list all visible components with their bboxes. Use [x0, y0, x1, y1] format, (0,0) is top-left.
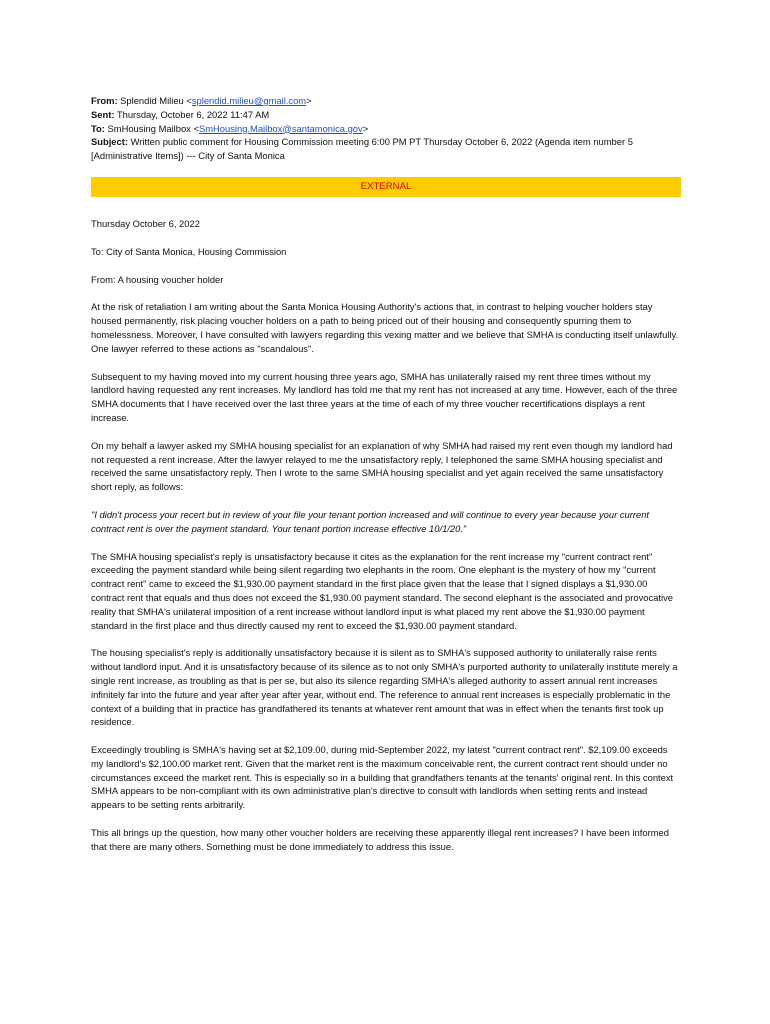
- letter-from-line: From: A housing voucher holder: [91, 273, 224, 285]
- email-document: [91, 94, 681, 868]
- external-banner: [91, 177, 681, 197]
- to-line: [91, 122, 681, 136]
- subject-value: Written public comment for Housing Commission meeting 6:00 PM PT Thursday October 6, 2022 (Agenda item number 5 [Administrative Items]) --- City of Santa Monica: [91, 136, 633, 162]
- to-close: >: [362, 122, 369, 134]
- from-close: >: [306, 95, 312, 106]
- subject-line: [91, 135, 681, 163]
- subject-label: Subject:: [91, 136, 128, 148]
- sent-value: Thursday, October 6, 2022 11:47 AM: [116, 108, 270, 120]
- paragraph-2: Subsequent to my having moved into my current housing three years ago, SMHA has unilaterally raised my rent three times without my landlord having requested any rent increases. My landlord has told me that my rent has not increased at any time. However, each of the three SMHA documents that I have received over the last three years at the time of each of my three voucher recertifications displays a rent increase.: [91, 370, 678, 423]
- sent-line: [91, 108, 681, 122]
- paragraph-7: This all brings up the question, how many other voucher holders are receiving these apparently illegal rent increases? I have been informed that there are many others. Something must be done immediately to address this issue.: [91, 827, 669, 852]
- to-label: To:: [91, 122, 105, 134]
- paragraph-3: On my behalf a lawyer asked my SMHA housing specialist for an explanation of why SMHA had raised my rent even though my landlord had not requested a rent increase. After the lawyer relayed to me the unsatisfactory reply, I telephoned the same SMHA housing specialist and received the same unsatisfactory reply. Then I wrote to the same SMHA housing specialist and yet again received the same unsatisfactory short reply, as follows:: [91, 439, 673, 493]
- from-name: Splendid Milieu <: [120, 95, 192, 106]
- from-label: From:: [91, 95, 118, 106]
- to-email-link[interactable]: SmHousing.Mailbox@santamonica.gov: [198, 122, 363, 134]
- from-email-link[interactable]: splendid.milieu@gmail.com: [191, 95, 307, 106]
- paragraph-5: The housing specialist's reply is additionally unsatisfactory because it is silent as to SMHA's supposed authority to unilaterally raise rents without landlord input. And it is unsatisfactory because of its silence as to not only SMHA's purported authority to unilaterally institute merely a single rent increase, as troubling as that is per se, but also its silence regarding SMHA's alleged authority to assert annual rent increases infinitely far into the future and year after year after year, without end. The reference to annual rent increases is especially problematic in the context of a building that in practice has grandfathered its tenants at whatever rent amount that was in effect when the tenants first took up residence.: [91, 647, 678, 728]
- paragraph-1: At the risk of retaliation I am writing about the Santa Monica Housing Authority's actions that, in contrast to helping voucher holders stay housed permanently, risk placing voucher holders on a path to being priced out of their housing and consequently spurring them to homelessness. Moreover, I have consulted with lawyers regarding this vexing matter and we believe that SMHA is conducting itself unlawfully. One lawyer referred to these actions as "scandalous".: [91, 301, 679, 354]
- letter-body: [91, 300, 681, 853]
- from-line: [91, 94, 681, 108]
- to-name: SmHousing Mailbox <: [107, 122, 199, 134]
- email-header: [91, 94, 681, 163]
- sent-label: Sent:: [91, 108, 115, 120]
- paragraph-4: The SMHA housing specialist's reply is unsatisfactory because it cites as the explanation for the rent increase my "current contract rent" exceeding the payment standard while being silent regarding two elephants in the room. One elephant is the mystery of how my "current contract rent" came to exceed the $1,930.00 payment standard in the first place given that the lease that I signed displays a $1,930.00 contract rent that equals and thus does not exceed the $1,930.00 payment standard. The second elephant is the associated and provocative reality that SMHA's unilateral imposition of a rent increase without landlord input is what placed my rent above the $1,930.00 payment standard in the first place and thus directly caused my rent to exceed the $1,930.00 payment standard.: [91, 550, 673, 631]
- letter-date: Thursday October 6, 2022: [91, 217, 200, 229]
- paragraph-6: Exceedingly troubling is SMHA's having set at $2,109.00, during mid-September 2022, my latest "current contract rent". $2,109.00 exceeds my landlord's $2,100.00 market rent. Given that the market rent is the maximum conceivable rent, the current contract rent should under no circumstances exceed the market rent. This is especially so in a building that grandfathers tenants at the tenants' original rent. In this context SMHA appears to be non-compliant with its own administrative plan's directive to consult with landlords when setting rents and instead appears to be setting rents arbitrarily.: [91, 744, 674, 811]
- letter-to-line: To: City of Santa Monica, Housing Commission: [91, 245, 287, 257]
- quoted-reply: "I didn't process your recert but in review of your file your tenant portion increased and will continue to every year because your current contract rent is over the payment standard. Your tenant portion increase effective 10/1/20.": [91, 508, 650, 534]
- external-banner-text: EXTERNAL: [360, 181, 412, 193]
